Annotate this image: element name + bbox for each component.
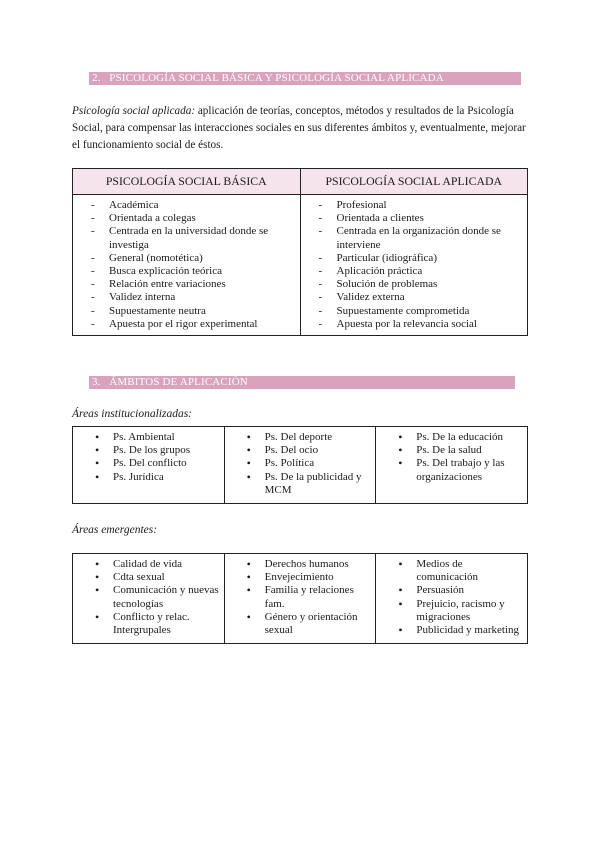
basic-column — [73, 195, 301, 336]
list-item: - Apuesta por el rigor experimental — [91, 318, 296, 331]
list-item: - Supuestamente comprometida — [319, 305, 524, 318]
definition-term: Psicología social aplicada: — [72, 105, 196, 117]
definition-paragraph — [72, 103, 528, 154]
list-item: - General (nomotética) — [91, 252, 296, 265]
applied-list — [319, 199, 524, 331]
emerging-list-1 — [95, 558, 220, 637]
list-item: - Validez externa — [319, 291, 524, 304]
section-3-title: ÁMBITOS DE APLICACIÓN — [109, 376, 248, 388]
list-item: - Aplicación práctica — [319, 265, 524, 278]
emerging-list-3 — [398, 558, 523, 637]
list-item: - Centrada en la universidad donde se investiga — [91, 225, 296, 251]
list-item: - Orientada a clientes — [319, 212, 524, 225]
list-item: - Particular (idiográfica) — [319, 252, 524, 265]
applied-column — [300, 195, 528, 336]
institutional-table — [72, 426, 528, 504]
emerging-list-2 — [247, 558, 372, 637]
emerging-table — [72, 553, 528, 644]
list-item: • Ps. De los grupos — [95, 444, 220, 457]
emerging-col-3 — [376, 554, 528, 644]
list-item: - Profesional — [319, 199, 524, 212]
list-item: - Académica — [91, 199, 296, 212]
list-item: - Supuestamente neutra — [91, 305, 296, 318]
list-item: • Ps. Del conflicto — [95, 457, 220, 470]
institutional-col-2 — [224, 427, 376, 504]
institutional-col-1 — [73, 427, 225, 504]
definition-text: aplicación de teorías, conceptos, métodos y resultados de la Psicología Social, para compensar las interacciones sociales en sus diferentes ámbitos y, eventualmente, mejorar el funcionamiento social de éstos. — [72, 105, 526, 151]
emerging-col-2 — [224, 554, 376, 644]
list-item: • Comunicación y nuevas tecnologías — [95, 584, 220, 610]
list-item: • Ps. De la salud — [398, 444, 523, 457]
list-item: - Centrada en la organización donde se interviene — [319, 225, 524, 251]
list-item: • Ps. Del ocio — [247, 444, 372, 457]
list-item: • Calidad de vida — [95, 558, 220, 571]
applied-header: PSICOLOGÍA SOCIAL APLICADA — [300, 169, 528, 195]
institutional-label: Áreas institucionalizadas: — [72, 408, 193, 420]
emerging-col-1 — [73, 554, 225, 644]
list-item: • Derechos humanos — [247, 558, 372, 571]
section-3-heading — [89, 376, 515, 389]
list-item: - Solución de problemas — [319, 278, 524, 291]
institutional-list-3 — [398, 431, 523, 484]
list-item: • Ps. De la educación — [398, 431, 523, 444]
list-item: - Validez interna — [91, 291, 296, 304]
list-item: • Género y orientación sexual — [247, 611, 372, 637]
list-item: • Ps. Del trabajo y las organizaciones — [398, 457, 523, 483]
basic-header: PSICOLOGÍA SOCIAL BÁSICA — [73, 169, 301, 195]
institutional-list-1 — [95, 431, 220, 484]
section-2-title: PSICOLOGÍA SOCIAL BÁSICA Y PSICOLOGÍA SOCIAL APLICADA — [109, 72, 444, 84]
list-item: • Envejecimiento — [247, 571, 372, 584]
list-item: • Ps. Ambiental — [95, 431, 220, 444]
comparison-table — [72, 168, 528, 336]
emerging-label: Áreas emergentes: — [72, 524, 158, 536]
institutional-list-2 — [247, 431, 372, 497]
list-item: • Ps. De la publicidad y MCM — [247, 471, 372, 497]
list-item: • Publicidad y marketing — [398, 624, 523, 637]
list-item: - Orientada a colegas — [91, 212, 296, 225]
list-item: • Ps. Del deporte — [247, 431, 372, 444]
section-2-number: 2. — [92, 72, 101, 84]
list-item: - Apuesta por la relevancia social — [319, 318, 524, 331]
list-item: • Familia y relaciones fam. — [247, 584, 372, 610]
basic-list — [91, 199, 296, 331]
list-item: - Busca explicación teórica — [91, 265, 296, 278]
list-item: • Persuasión — [398, 584, 523, 597]
list-item: • Conflicto y relac. Intergrupales — [95, 611, 220, 637]
institutional-col-3 — [376, 427, 528, 504]
list-item: • Medios de comunicación — [398, 558, 523, 584]
list-item: - Relación entre variaciones — [91, 278, 296, 291]
list-item: • Prejuicio, racismo y migraciones — [398, 598, 523, 624]
list-item: • Ps. Política — [247, 457, 372, 470]
list-item: • Ps. Jurídica — [95, 471, 220, 484]
list-item: • Cdta sexual — [95, 571, 220, 584]
section-3-number: 3. — [92, 376, 101, 388]
section-2-heading — [89, 72, 521, 85]
